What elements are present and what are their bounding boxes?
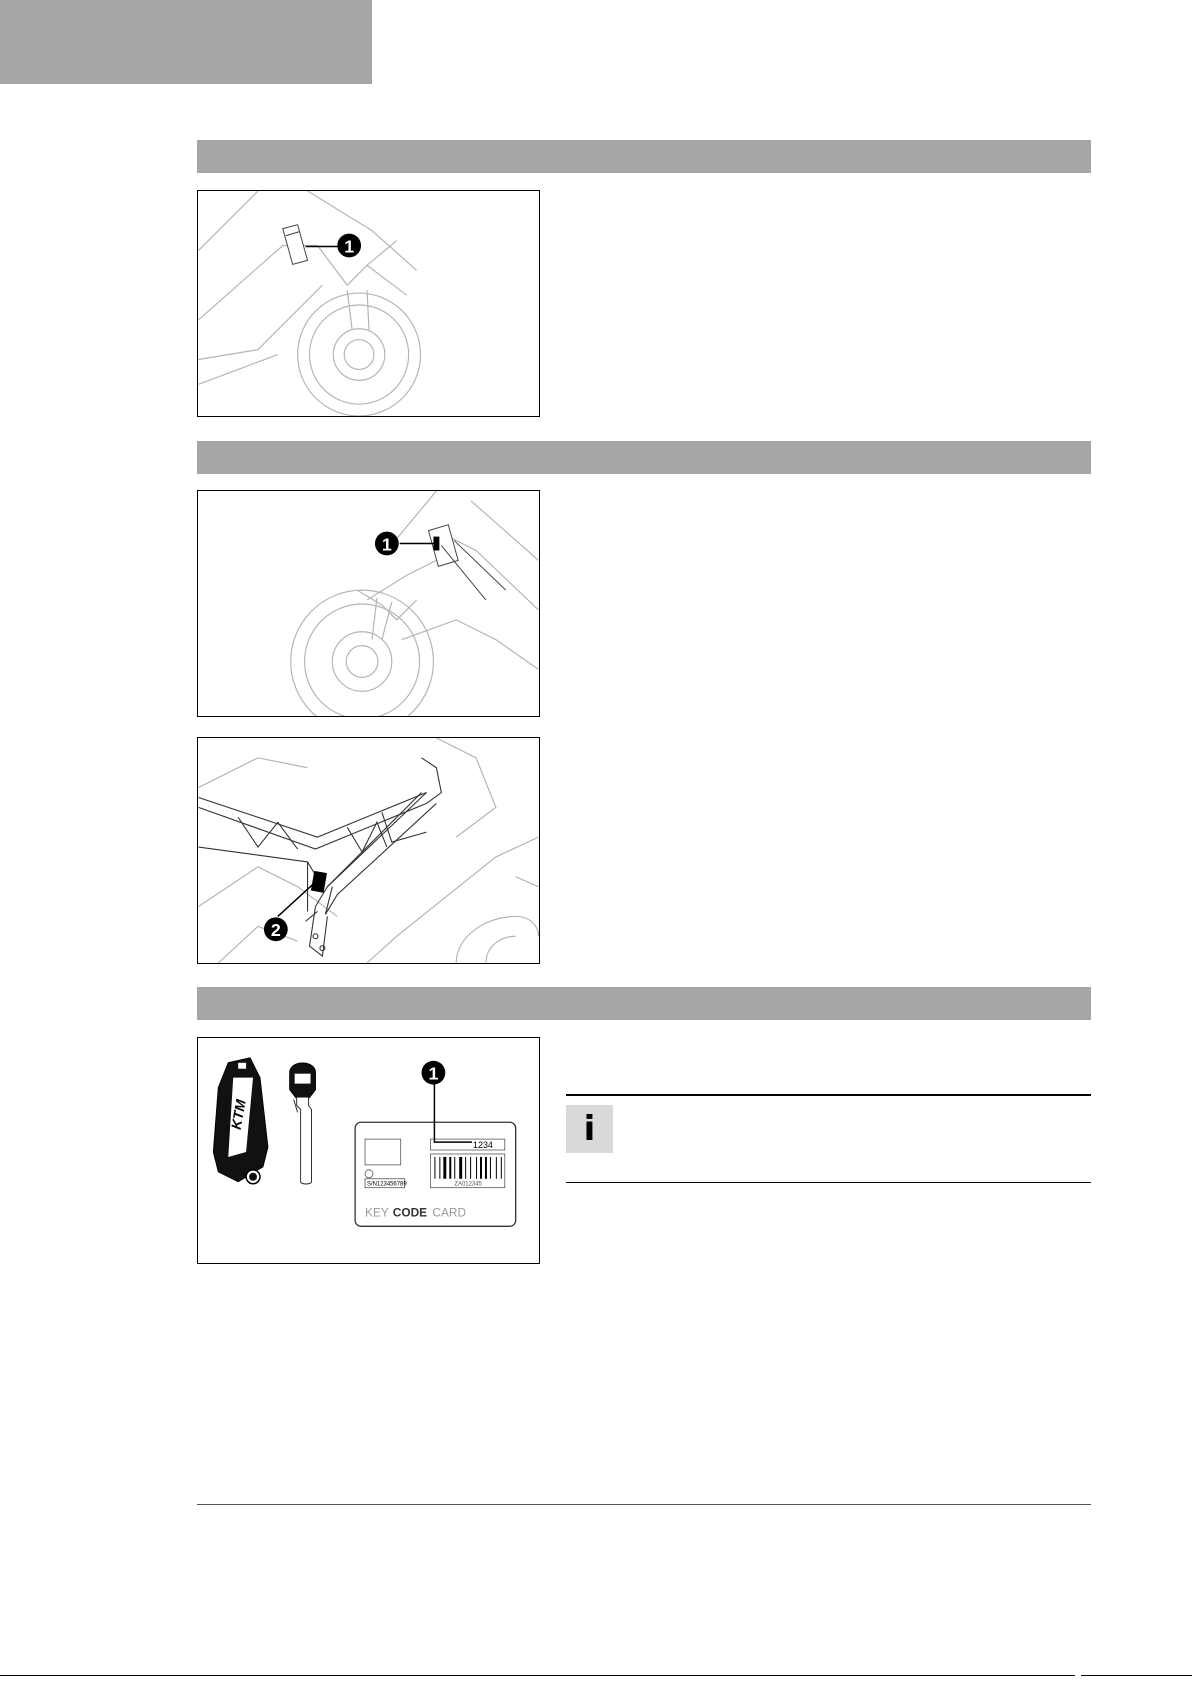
note-top-rule [566,1094,1091,1096]
barcode-bar [439,1157,440,1179]
barcode-number: ZA012345 [454,1181,482,1188]
barcode-bar [459,1157,462,1179]
info-glyph: i [583,1109,596,1149]
card-brand-code: CODE [392,1205,428,1220]
callout-number: 2 [270,920,281,941]
section-header-bar [197,441,1091,474]
callout-number: 1 [344,236,355,257]
barcode-bar [454,1157,455,1179]
callout-number: 1 [428,1063,439,1084]
card-key-code: 1234 [473,1140,493,1151]
callout-number: 1 [381,534,392,555]
section-header-bar [197,140,1091,173]
info-icon [566,1105,613,1153]
figure-key-and-keycode-card [197,1037,540,1264]
note-bottom-rule [566,1182,1091,1183]
footer-rule [197,1504,1091,1505]
barcode-bar [449,1157,451,1179]
key-fob [213,1058,268,1184]
card-serial-number: S/N123456789 [367,1181,407,1188]
card-brand-suffix: CARD [432,1205,467,1220]
barcode-bar [485,1157,487,1179]
barcode-bar [443,1157,446,1179]
fob-logo: KTM [227,1098,249,1131]
figure-frame-number-location [197,737,540,964]
barcode-bar [476,1157,477,1179]
page-bottom-rule-right [1081,1675,1192,1676]
barcode-bar [434,1157,435,1179]
section-header-bar [197,987,1091,1020]
figure-4-illustration [198,1038,539,1263]
barcode-bar [490,1157,491,1179]
barcode-bar [501,1157,502,1179]
mechanical-key [290,1063,316,1184]
barcode-bar [465,1157,466,1179]
figure-3-illustration [198,738,539,963]
keycode-card [355,1122,516,1226]
figure-2-illustration [198,491,539,716]
figure-motorcycle-steering-head [197,490,540,717]
page-bottom-rule [0,1675,1075,1676]
barcode-bar [496,1157,497,1179]
barcode-bar [480,1157,482,1179]
chapter-tab [0,0,372,84]
barcode-bar [470,1157,471,1179]
card-brand-prefix: KEY [365,1205,389,1220]
figure-1-illustration [198,191,539,416]
figure-motorcycle-front-label [197,190,540,417]
